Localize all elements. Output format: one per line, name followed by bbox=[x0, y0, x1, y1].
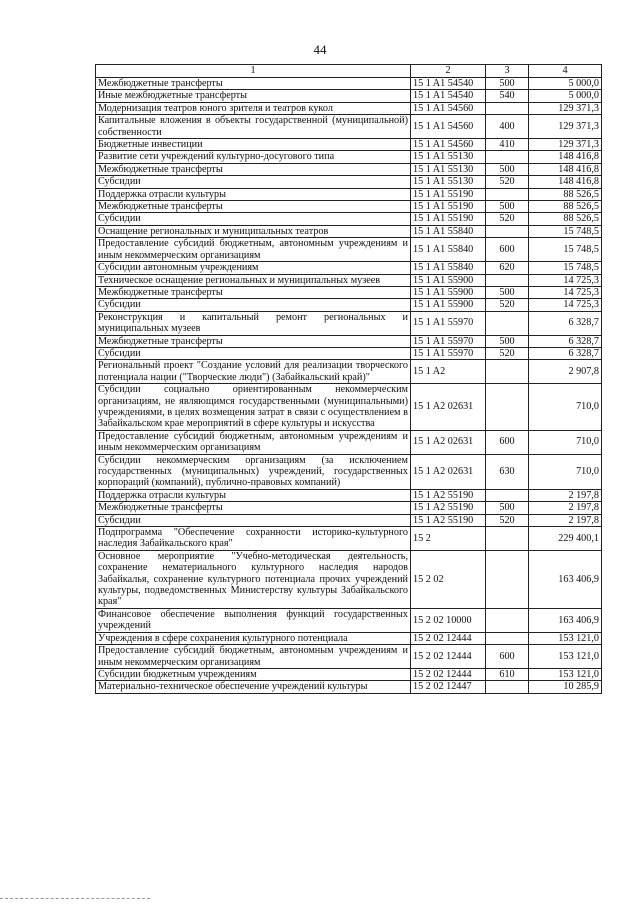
row-sum: 2 197,8 bbox=[529, 489, 602, 501]
row-sum: 2 197,8 bbox=[529, 502, 602, 514]
row-expense-type: 520 bbox=[486, 299, 529, 311]
table-row bbox=[96, 201, 602, 213]
row-expense-type: 630 bbox=[486, 454, 529, 489]
row-name: Субсидии bbox=[96, 514, 411, 526]
table-row bbox=[96, 360, 602, 384]
row-code: 15 1 A1 55130 bbox=[411, 163, 486, 175]
row-code: 15 1 A2 02631 bbox=[411, 430, 486, 454]
row-name: Техническое оснащение региональных и муниципальных музеев bbox=[96, 274, 411, 286]
row-expense-type bbox=[486, 384, 529, 431]
row-sum: 14 725,3 bbox=[529, 286, 602, 298]
table-row bbox=[96, 502, 602, 514]
row-code: 15 1 A2 02631 bbox=[411, 384, 486, 431]
table-row bbox=[96, 262, 602, 274]
row-name: Иные межбюджетные трансферты bbox=[96, 90, 411, 102]
row-code: 15 1 A2 bbox=[411, 360, 486, 384]
row-expense-type: 500 bbox=[486, 335, 529, 347]
row-sum: 148 416,8 bbox=[529, 163, 602, 175]
row-sum: 5 000,0 bbox=[529, 78, 602, 90]
table-row bbox=[96, 454, 602, 489]
table-row bbox=[96, 102, 602, 114]
row-sum: 10 285,9 bbox=[529, 681, 602, 693]
row-sum: 14 725,3 bbox=[529, 299, 602, 311]
row-code: 15 2 02 12444 bbox=[411, 632, 486, 644]
table-row bbox=[96, 384, 602, 431]
row-code: 15 1 A1 54540 bbox=[411, 78, 486, 90]
table-row bbox=[96, 151, 602, 163]
row-sum: 163 406,9 bbox=[529, 550, 602, 608]
page-number: 44 bbox=[313, 42, 327, 57]
row-name: Субсидии bbox=[96, 176, 411, 188]
row-sum: 14 725,3 bbox=[529, 274, 602, 286]
row-expense-type: 520 bbox=[486, 347, 529, 359]
row-expense-type bbox=[486, 527, 529, 551]
row-expense-type bbox=[486, 632, 529, 644]
row-sum: 129 371,3 bbox=[529, 102, 602, 114]
table-row bbox=[96, 225, 602, 237]
row-expense-type bbox=[486, 608, 529, 632]
row-sum: 148 416,8 bbox=[529, 151, 602, 163]
table-row bbox=[96, 632, 602, 644]
row-expense-type bbox=[486, 360, 529, 384]
row-sum: 5 000,0 bbox=[529, 90, 602, 102]
row-code: 15 1 A1 55190 bbox=[411, 201, 486, 213]
row-name: Реконструкция и капитальный ремонт региональных и муниципальных музеев bbox=[96, 311, 411, 335]
row-name: Финансовое обеспечение выполнения функций государственных учреждений bbox=[96, 608, 411, 632]
row-sum: 6 328,7 bbox=[529, 347, 602, 359]
row-name: Модернизация театров юного зрителя и театров кукол bbox=[96, 102, 411, 114]
row-code: 15 1 A1 54560 bbox=[411, 115, 486, 139]
row-code: 15 1 A2 55190 bbox=[411, 502, 486, 514]
row-name: Субсидии автономным учреждениям bbox=[96, 262, 411, 274]
row-name: Учреждения в сфере сохранения культурного потенциала bbox=[96, 632, 411, 644]
row-sum: 2 197,8 bbox=[529, 514, 602, 526]
row-name: Оснащение региональных и муниципальных театров bbox=[96, 225, 411, 237]
table-row bbox=[96, 335, 602, 347]
header-col-name: 1 bbox=[96, 65, 411, 78]
row-expense-type: 600 bbox=[486, 430, 529, 454]
row-code: 15 1 A1 55130 bbox=[411, 151, 486, 163]
row-expense-type: 600 bbox=[486, 238, 529, 262]
row-code: 15 2 bbox=[411, 527, 486, 551]
table-row bbox=[96, 514, 602, 526]
row-sum: 6 328,7 bbox=[529, 311, 602, 335]
row-code: 15 1 A1 55970 bbox=[411, 347, 486, 359]
table-row bbox=[96, 527, 602, 551]
table-row bbox=[96, 430, 602, 454]
table-header-row bbox=[96, 65, 602, 78]
row-name: Основное мероприятие "Учебно-методическая деятельность, сохранение нематериального культурного наследия народов Забайкалья, сохранение культурного потенциала прочих учреждений культуры, подведомственных Министерству культуры Забайкальского края" bbox=[96, 550, 411, 608]
row-expense-type: 500 bbox=[486, 201, 529, 213]
row-code: 15 2 02 10000 bbox=[411, 608, 486, 632]
row-expense-type: 620 bbox=[486, 262, 529, 274]
row-name: Развитие сети учреждений культурно-досугового типа bbox=[96, 151, 411, 163]
row-name: Межбюджетные трансферты bbox=[96, 78, 411, 90]
table-row bbox=[96, 681, 602, 693]
row-sum: 153 121,0 bbox=[529, 645, 602, 669]
row-expense-type: 540 bbox=[486, 90, 529, 102]
row-name: Субсидии bbox=[96, 299, 411, 311]
row-name: Бюджетные инвестиции bbox=[96, 139, 411, 151]
row-name: Поддержка отрасли культуры bbox=[96, 489, 411, 501]
row-sum: 15 748,5 bbox=[529, 225, 602, 237]
row-name: Субсидии бюджетным учреждениям bbox=[96, 668, 411, 680]
row-name: Межбюджетные трансферты bbox=[96, 502, 411, 514]
row-code: 15 1 A2 55190 bbox=[411, 489, 486, 501]
row-code: 15 2 02 12444 bbox=[411, 645, 486, 669]
footnote-divider bbox=[0, 898, 150, 899]
row-name: Подпрограмма "Обеспечение сохранности историко-культурного наследия Забайкальского края" bbox=[96, 527, 411, 551]
row-code: 15 1 A2 55190 bbox=[411, 514, 486, 526]
row-code: 15 1 A1 55970 bbox=[411, 311, 486, 335]
table-row bbox=[96, 176, 602, 188]
row-sum: 88 526,5 bbox=[529, 213, 602, 225]
row-sum: 88 526,5 bbox=[529, 201, 602, 213]
row-name: Предоставление субсидий бюджетным, автономным учреждениям и иным некоммерческим организациям bbox=[96, 645, 411, 669]
row-name: Капитальные вложения в объекты государственной (муниципальной) собственности bbox=[96, 115, 411, 139]
row-code: 15 1 A1 55190 bbox=[411, 188, 486, 200]
table-row bbox=[96, 90, 602, 102]
row-name: Субсидии bbox=[96, 213, 411, 225]
table-row bbox=[96, 645, 602, 669]
row-expense-type bbox=[486, 550, 529, 608]
row-code: 15 2 02 bbox=[411, 550, 486, 608]
row-sum: 710,0 bbox=[529, 384, 602, 431]
row-expense-type: 410 bbox=[486, 139, 529, 151]
header-col-code: 2 bbox=[411, 65, 486, 78]
row-code: 15 2 02 12444 bbox=[411, 668, 486, 680]
row-code: 15 1 A1 55130 bbox=[411, 176, 486, 188]
row-name: Межбюджетные трансферты bbox=[96, 335, 411, 347]
row-code: 15 1 A1 55190 bbox=[411, 213, 486, 225]
table-row bbox=[96, 274, 602, 286]
row-sum: 153 121,0 bbox=[529, 668, 602, 680]
header-col-sum: 4 bbox=[529, 65, 602, 78]
row-code: 15 1 A1 55840 bbox=[411, 225, 486, 237]
row-expense-type: 520 bbox=[486, 213, 529, 225]
table-body bbox=[96, 78, 602, 694]
row-expense-type bbox=[486, 489, 529, 501]
row-name: Субсидии социально ориентированным некоммерческим организациям, не являющимся государственными (муниципальными) учреждениями, в целях возмещения затрат в связи с осуществлением в Забайкальском крае мероприятий в сфере культуры и искусства bbox=[96, 384, 411, 431]
row-sum: 15 748,5 bbox=[529, 238, 602, 262]
table-row bbox=[96, 238, 602, 262]
table-row bbox=[96, 286, 602, 298]
row-name: Материально-техническое обеспечение учреждений культуры bbox=[96, 681, 411, 693]
row-expense-type: 500 bbox=[486, 78, 529, 90]
row-code: 15 1 A1 55900 bbox=[411, 274, 486, 286]
row-code: 15 1 A1 54560 bbox=[411, 139, 486, 151]
row-expense-type: 500 bbox=[486, 163, 529, 175]
row-name: Предоставление субсидий бюджетным, автономным учреждениям и иным некоммерческим организациям bbox=[96, 430, 411, 454]
row-code: 15 1 A1 55970 bbox=[411, 335, 486, 347]
row-sum: 88 526,5 bbox=[529, 188, 602, 200]
table-row bbox=[96, 115, 602, 139]
row-expense-type bbox=[486, 188, 529, 200]
table-row bbox=[96, 608, 602, 632]
row-sum: 710,0 bbox=[529, 430, 602, 454]
row-expense-type bbox=[486, 102, 529, 114]
row-sum: 129 371,3 bbox=[529, 115, 602, 139]
table-row bbox=[96, 489, 602, 501]
row-expense-type bbox=[486, 311, 529, 335]
row-code: 15 1 A2 02631 bbox=[411, 454, 486, 489]
row-expense-type: 500 bbox=[486, 286, 529, 298]
row-expense-type: 400 bbox=[486, 115, 529, 139]
row-expense-type bbox=[486, 681, 529, 693]
row-sum: 15 748,5 bbox=[529, 262, 602, 274]
row-code: 15 1 A1 55900 bbox=[411, 299, 486, 311]
row-code: 15 1 A1 54560 bbox=[411, 102, 486, 114]
row-sum: 2 907,8 bbox=[529, 360, 602, 384]
row-expense-type: 600 bbox=[486, 645, 529, 669]
row-expense-type: 610 bbox=[486, 668, 529, 680]
row-name: Субсидии некоммерческим организациям (за исключением государственных (муниципальных) учреждений, государственных корпораций (компаний), публично-правовых компаний) bbox=[96, 454, 411, 489]
row-expense-type: 520 bbox=[486, 514, 529, 526]
budget-table bbox=[95, 64, 602, 694]
row-name: Межбюджетные трансферты bbox=[96, 286, 411, 298]
table-row bbox=[96, 213, 602, 225]
row-sum: 129 371,3 bbox=[529, 139, 602, 151]
table-row bbox=[96, 163, 602, 175]
row-code: 15 1 A1 55840 bbox=[411, 238, 486, 262]
row-name: Межбюджетные трансферты bbox=[96, 163, 411, 175]
row-sum: 6 328,7 bbox=[529, 335, 602, 347]
table-row bbox=[96, 550, 602, 608]
row-name: Поддержка отрасли культуры bbox=[96, 188, 411, 200]
row-expense-type bbox=[486, 151, 529, 163]
row-code: 15 1 A1 54540 bbox=[411, 90, 486, 102]
row-code: 15 1 A1 55840 bbox=[411, 262, 486, 274]
table-row bbox=[96, 299, 602, 311]
row-name: Предоставление субсидий бюджетным, автономным учреждениям и иным некоммерческим организациям bbox=[96, 238, 411, 262]
row-sum: 229 400,1 bbox=[529, 527, 602, 551]
table-row bbox=[96, 347, 602, 359]
row-code: 15 2 02 12447 bbox=[411, 681, 486, 693]
table-row bbox=[96, 668, 602, 680]
row-code: 15 1 A1 55900 bbox=[411, 286, 486, 298]
row-expense-type bbox=[486, 225, 529, 237]
table-row bbox=[96, 139, 602, 151]
row-expense-type bbox=[486, 274, 529, 286]
row-sum: 153 121,0 bbox=[529, 632, 602, 644]
table-row bbox=[96, 78, 602, 90]
row-sum: 163 406,9 bbox=[529, 608, 602, 632]
row-name: Межбюджетные трансферты bbox=[96, 201, 411, 213]
table-row bbox=[96, 311, 602, 335]
header-col-type: 3 bbox=[486, 65, 529, 78]
table-row bbox=[96, 188, 602, 200]
row-expense-type: 520 bbox=[486, 176, 529, 188]
row-sum: 710,0 bbox=[529, 454, 602, 489]
row-name: Региональный проект "Создание условий для реализации творческого потенциала нации ("Творческие люди") (Забайкальский край)" bbox=[96, 360, 411, 384]
row-name: Субсидии bbox=[96, 347, 411, 359]
row-expense-type: 500 bbox=[486, 502, 529, 514]
row-sum: 148 416,8 bbox=[529, 176, 602, 188]
